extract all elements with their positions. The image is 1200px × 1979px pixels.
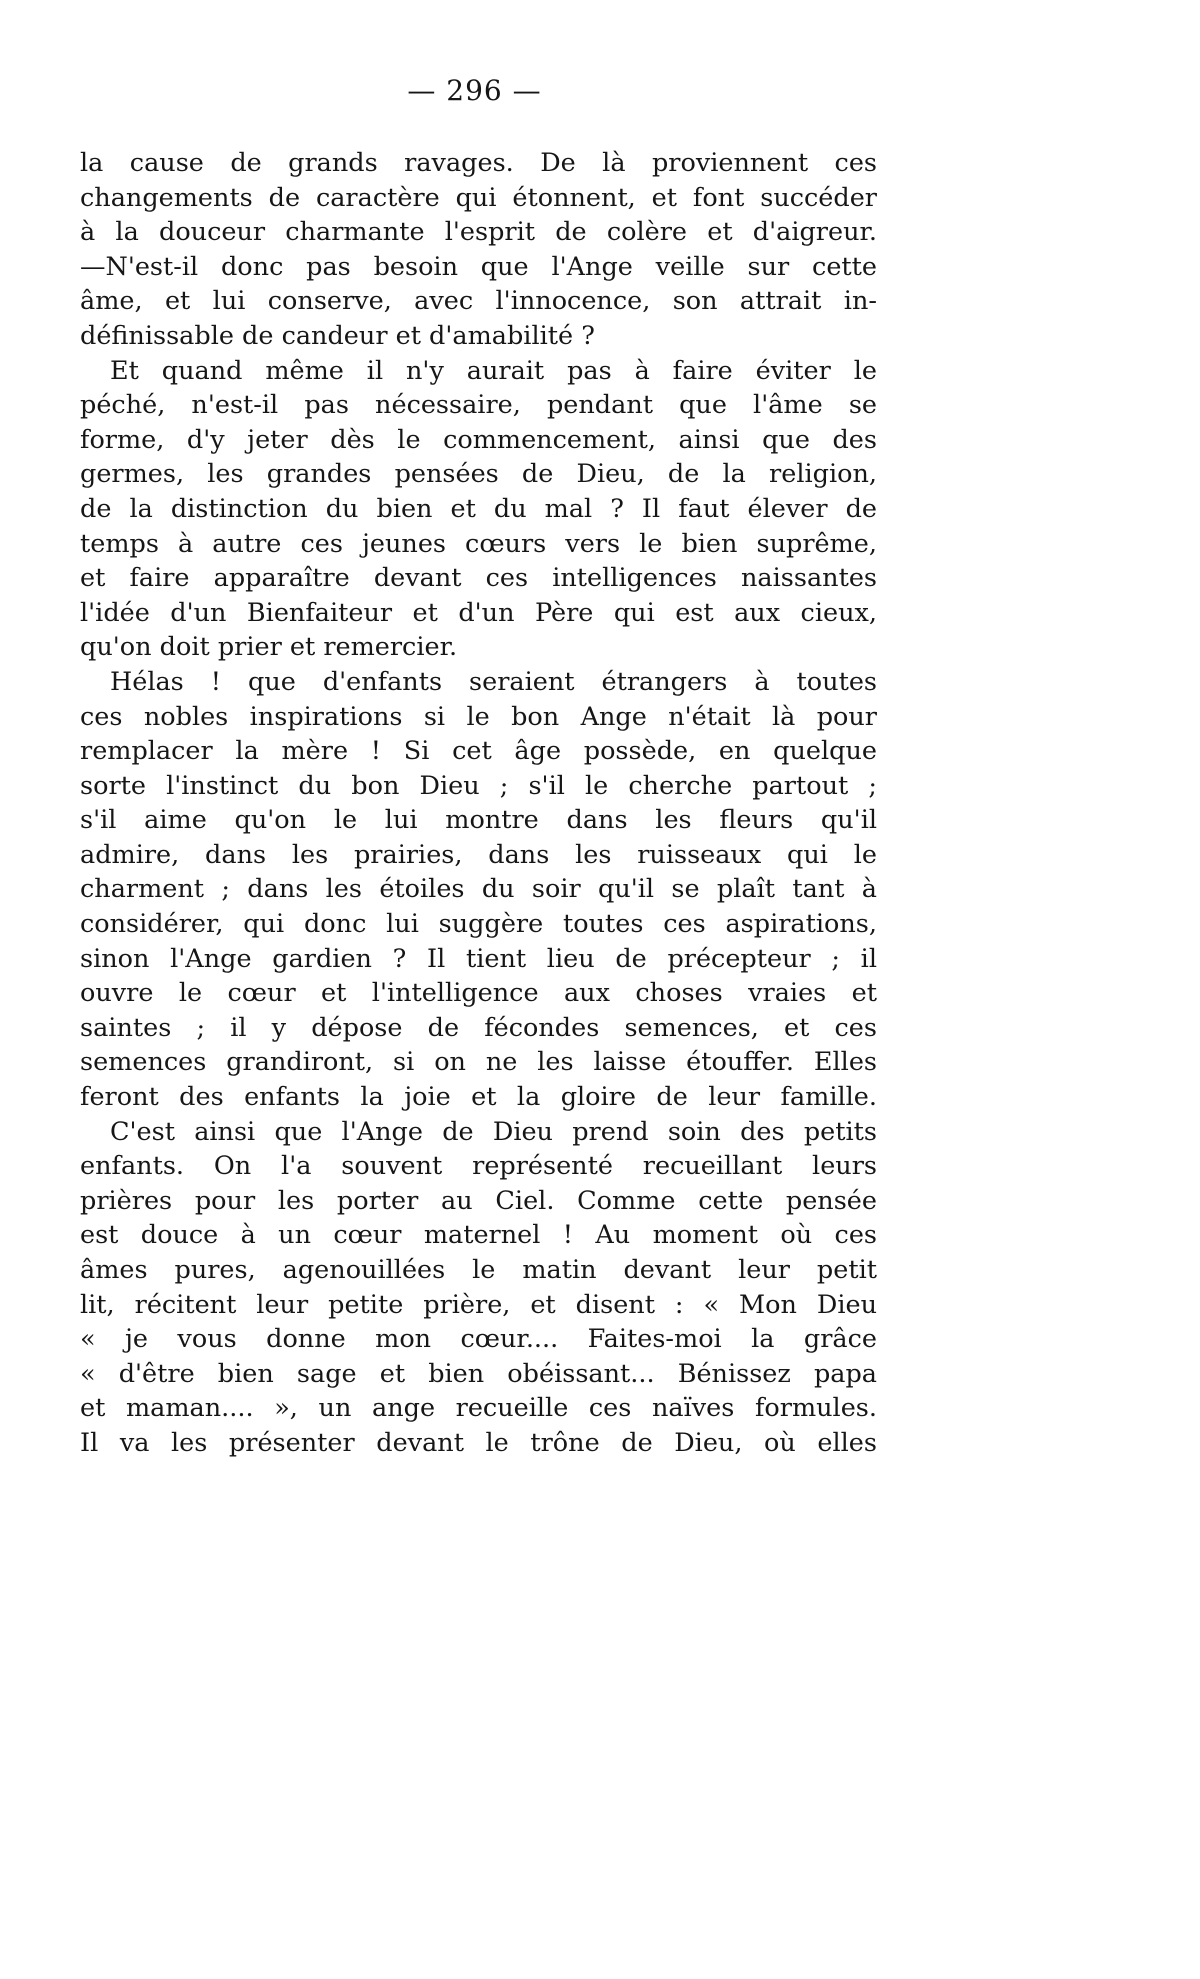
text-line: la cause de grands ravages. De là proviennent ces <box>80 148 877 178</box>
text-line: feront des enfants la joie et la gloire de leur famille. <box>80 1082 877 1113</box>
text-line: enfants. On l'a souvent représenté recueillant leurs <box>80 1151 877 1182</box>
text-line: de la distinction du bien et du mal ? Il faut élever de <box>80 493 877 524</box>
text-line: ces nobles inspirations si le bon Ange n'était là pour <box>80 701 877 732</box>
text-line: prières pour les porter au Ciel. Comme cette pensée <box>80 1185 877 1216</box>
text-line: définissable de candeur et d'amabilité ? <box>80 320 595 351</box>
text-line: considérer, qui donc lui suggère toutes ces aspirations, <box>80 909 877 940</box>
text-line: à la douceur charmante l'esprit de colère et d'aigreur. <box>80 217 877 248</box>
text-line: Et quand même il n'y aurait pas à faire éviter le <box>110 355 877 386</box>
text-line: qu'on doit prier et remercier. <box>80 632 458 663</box>
text-line: et maman.... », un ange recueille ces naïves formules. <box>80 1393 877 1424</box>
text-line: lit, récitent leur petite prière, et disent : « Mon Dieu <box>80 1289 877 1320</box>
page-number: — 296 — <box>407 74 542 107</box>
text-line: « je vous donne mon cœur.... Faites-moi la grâce <box>80 1324 877 1355</box>
text-line: C'est ainsi que l'Ange de Dieu prend soin des petits <box>110 1116 877 1147</box>
text-line: temps à autre ces jeunes cœurs vers le bien suprême, <box>80 528 877 559</box>
text-line: l'idée d'un Bienfaiteur et d'un Père qui est aux cieux, <box>80 597 877 628</box>
text-line: saintes ; il y dépose de fécondes semences, et ces <box>80 1012 877 1043</box>
text-line: semences grandiront, si on ne les laisse étouffer. Elles <box>80 1047 877 1078</box>
text-line: changements de caractère qui étonnent, et font succéder <box>80 182 877 213</box>
text-line: « d'être bien sage et bien obéissant... Bénissez papa <box>80 1358 877 1389</box>
body-text <box>80 146 877 1461</box>
text-line: et faire apparaître devant ces intelligences naissantes <box>80 563 877 594</box>
text-line: remplacer la mère ! Si cet âge possède, en quelque <box>80 736 877 767</box>
text-line: admire, dans les prairies, dans les ruisseaux qui le <box>80 839 877 870</box>
text-line: âmes pures, agenouillées le matin devant leur petit <box>80 1255 877 1285</box>
text-line: ouvre le cœur et l'intelligence aux choses vraies et <box>80 978 877 1009</box>
text-line: est douce à un cœur maternel ! Au moment où ces <box>80 1220 877 1251</box>
text-line: —N'est-il donc pas besoin que l'Ange veille sur cette <box>80 251 877 282</box>
text-line: Il va les présenter devant le trône de Dieu, où elles <box>80 1427 877 1458</box>
text-line: sorte l'instinct du bon Dieu ; s'il le cherche partout ; <box>80 770 877 801</box>
text-line: péché, n'est-il pas nécessaire, pendant que l'âme se <box>80 390 877 421</box>
text-line: s'il aime qu'on le lui montre dans les fleurs qu'il <box>80 805 877 836</box>
text-line: germes, les grandes pensées de Dieu, de la religion, <box>80 459 877 490</box>
text-line: sinon l'Ange gardien ? Il tient lieu de précepteur ; il <box>80 943 877 974</box>
text-line: Hélas ! que d'enfants seraient étrangers à toutes <box>110 666 877 697</box>
text-line: âme, et lui conserve, avec l'innocence, son attrait in- <box>80 286 877 317</box>
text-line: charment ; dans les étoiles du soir qu'il se plaît tant à <box>80 874 877 905</box>
text-line: forme, d'y jeter dès le commencement, ainsi que des <box>80 424 877 455</box>
